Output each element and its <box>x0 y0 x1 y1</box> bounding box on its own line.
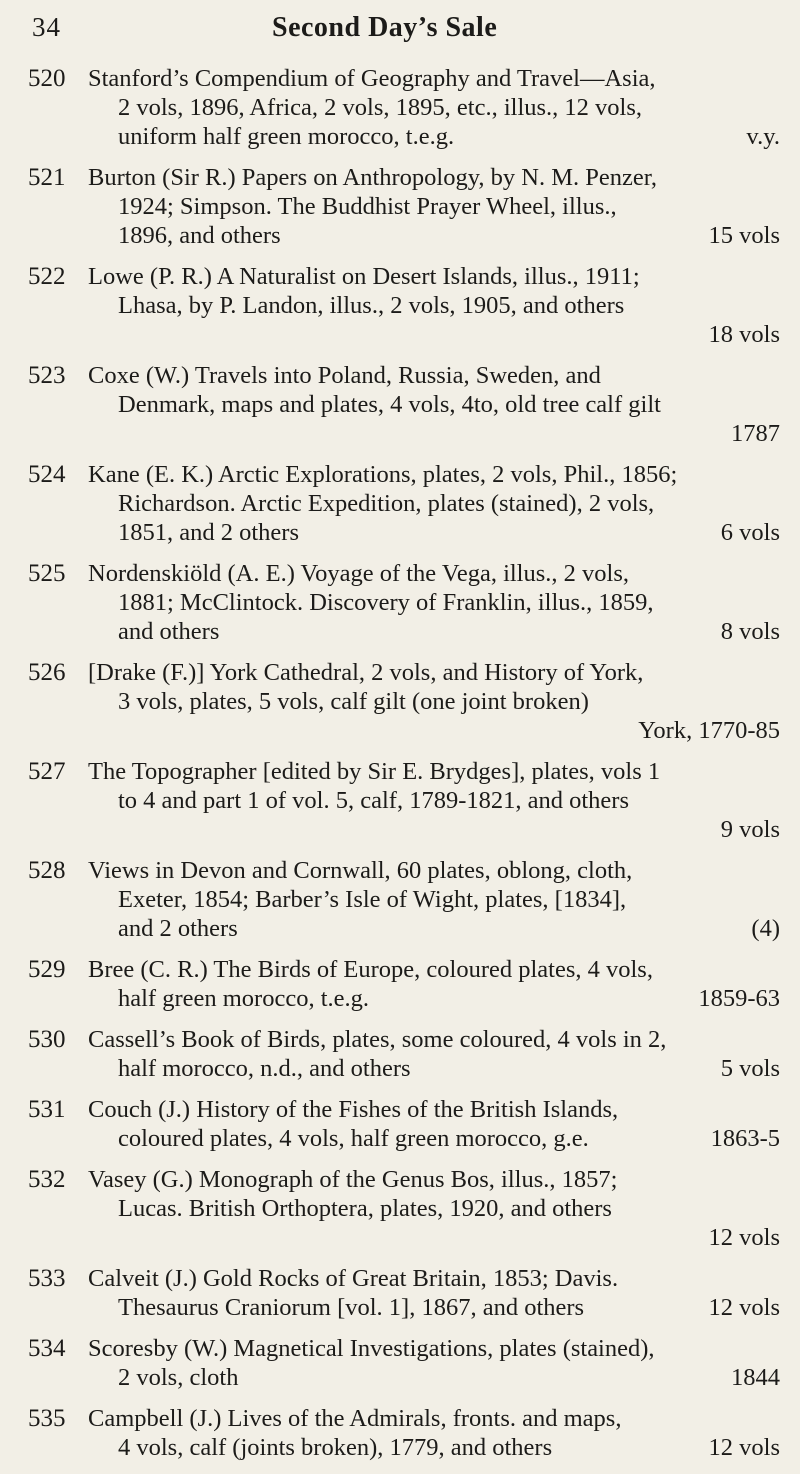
lot-entry <box>28 658 780 745</box>
lot-description <box>88 856 780 943</box>
lot-description <box>88 658 780 745</box>
lot-final-line <box>88 1054 780 1083</box>
lot-text-line: 1924; Simpson. The Buddhist Prayer Wheel, illus., <box>118 193 617 220</box>
lot-text-line: 3 vols, plates, 5 vols, calf gilt (one joint broken) <box>118 688 589 715</box>
lot-text-line: Nordenskiöld (A. E.) Voyage of the Vega, illus., 2 vols, <box>88 560 629 587</box>
lot-text-line: half green morocco, t.e.g. <box>118 985 370 1012</box>
lot-text-line: Denmark, maps and plates, 4 vols, 4to, old tree calf gilt <box>118 391 661 418</box>
lot-text-line: Lucas. British Orthoptera, plates, 1920, and others <box>118 1195 612 1222</box>
lot-text-line: half morocco, n.d., and others <box>118 1055 411 1082</box>
lot-entry <box>28 757 780 844</box>
lot-entry <box>28 1404 780 1462</box>
lot-number: 535 <box>28 1405 66 1432</box>
lot-quantity: 15 vols <box>708 222 780 249</box>
lot-quantity: 1787 <box>731 420 780 447</box>
lot-entry <box>28 1025 780 1083</box>
lot-entry <box>28 460 780 547</box>
lot-text-line: Richardson. Arctic Expedition, plates (stained), 2 vols, <box>118 490 655 517</box>
lot-quantity: v.y. <box>746 123 780 150</box>
lot-description <box>88 460 780 547</box>
lot-text-line: Exeter, 1854; Barber’s Isle of Wight, plates, [1834], <box>118 886 627 913</box>
lot-number: 526 <box>28 659 66 686</box>
lot-description <box>88 361 780 448</box>
lot-text-line: uniform half green morocco, t.e.g. <box>118 123 455 150</box>
lot-entry <box>28 361 780 448</box>
lot-quantity: 1844 <box>731 1364 780 1391</box>
lot-text-line: 1851, and 2 others <box>118 519 299 546</box>
lot-number: 521 <box>28 164 66 191</box>
lot-quantity: 18 vols <box>708 321 780 348</box>
lot-description <box>88 1165 780 1252</box>
lot-text-line: Vasey (G.) Monograph of the Genus Bos, illus., 1857; <box>88 1166 618 1193</box>
lot-description <box>88 757 780 844</box>
page-header <box>32 12 768 48</box>
lot-entry <box>28 64 780 151</box>
lot-number: 525 <box>28 560 66 587</box>
lot-quantity: 6 vols <box>720 519 780 546</box>
lot-final-line <box>88 122 780 151</box>
lot-description <box>88 163 780 250</box>
lot-quantity: 9 vols <box>720 816 780 843</box>
lot-text-line: 2 vols, cloth <box>118 1364 239 1391</box>
lot-description <box>88 559 780 646</box>
lot-final-line <box>88 984 780 1013</box>
lot-text-line: Lowe (P. R.) A Naturalist on Desert Islands, illus., 1911; <box>88 263 640 290</box>
lot-text-line: and others <box>118 618 220 645</box>
lot-text-line: Kane (E. K.) Arctic Explorations, plates, 2 vols, Phil., 1856; <box>88 461 678 488</box>
lot-final-line <box>88 1124 780 1153</box>
lot-number: 524 <box>28 461 66 488</box>
lot-quantity: (4) <box>751 915 780 942</box>
lot-number: 534 <box>28 1335 66 1362</box>
lot-text-line: 4 vols, calf (joints broken), 1779, and others <box>118 1434 553 1461</box>
lot-text-line: to 4 and part 1 of vol. 5, calf, 1789-1821, and others <box>118 787 629 814</box>
lot-quantity: York, 1770-85 <box>638 717 780 744</box>
lot-entry <box>28 163 780 250</box>
lot-number: 523 <box>28 362 66 389</box>
lot-quantity: 1863-5 <box>710 1125 780 1152</box>
lot-text-line: Stanford’s Compendium of Geography and Travel—Asia, <box>88 65 656 92</box>
lot-text-line: Couch (J.) History of the Fishes of the British Islands, <box>88 1096 619 1123</box>
lot-number: 532 <box>28 1166 66 1193</box>
lot-text-line: 1881; McClintock. Discovery of Franklin, illus., 1859, <box>118 589 654 616</box>
lot-quantity: 12 vols <box>708 1294 780 1321</box>
lot-quantity: 8 vols <box>720 618 780 645</box>
lot-text-line: Calveit (J.) Gold Rocks of Great Britain, 1853; Davis. <box>88 1265 619 1292</box>
lot-text-line: Scoresby (W.) Magnetical Investigations, plates (stained), <box>88 1335 655 1362</box>
lot-entry <box>28 1165 780 1252</box>
lot-entry <box>28 1264 780 1322</box>
lot-number: 530 <box>28 1026 66 1053</box>
lot-description <box>88 262 780 349</box>
lot-description <box>88 1025 780 1083</box>
lot-final-line <box>88 518 780 547</box>
lot-quantity: 12 vols <box>708 1434 780 1461</box>
lot-quantity: 12 vols <box>708 1224 780 1251</box>
lot-text-line: 1896, and others <box>118 222 281 249</box>
lot-entry <box>28 1334 780 1392</box>
lot-entry <box>28 262 780 349</box>
lot-text-line: Cassell’s Book of Birds, plates, some coloured, 4 vols in 2, <box>88 1026 667 1053</box>
lot-text-line: Bree (C. R.) The Birds of Europe, coloured plates, 4 vols, <box>88 956 653 983</box>
lot-entry <box>28 559 780 646</box>
lot-text-line: The Topographer [edited by Sir E. Brydges], plates, vols 1 <box>88 758 661 785</box>
lot-text-line: Campbell (J.) Lives of the Admirals, fronts. and maps, <box>88 1405 622 1432</box>
lot-description <box>88 1264 780 1322</box>
lot-description <box>88 955 780 1013</box>
page-number: 34 <box>32 12 61 42</box>
lot-entry <box>28 856 780 943</box>
lot-text-line: Views in Devon and Cornwall, 60 plates, oblong, cloth, <box>88 857 633 884</box>
lot-quantity: 1859-63 <box>698 985 780 1012</box>
lot-final-line <box>88 1433 780 1462</box>
lot-text-line: Thesaurus Craniorum [vol. 1], 1867, and others <box>118 1294 585 1321</box>
lot-number: 529 <box>28 956 66 983</box>
lot-number: 520 <box>28 65 66 92</box>
lot-description <box>88 1404 780 1462</box>
lot-description <box>88 1334 780 1392</box>
lot-entry <box>28 955 780 1013</box>
lot-text-line: and 2 others <box>118 915 238 942</box>
lot-number: 533 <box>28 1265 66 1292</box>
lot-text-line: coloured plates, 4 vols, half green morocco, g.e. <box>118 1125 589 1152</box>
lot-final-line <box>88 221 780 250</box>
lot-description <box>88 64 780 151</box>
lot-final-line <box>88 1293 780 1322</box>
lot-final-line <box>88 1363 780 1392</box>
lot-final-line <box>88 617 780 646</box>
running-title: Second Day’s Sale <box>272 12 498 43</box>
lot-text-line: 2 vols, 1896, Africa, 2 vols, 1895, etc., illus., 12 vols, <box>118 94 642 121</box>
lot-description <box>88 1095 780 1153</box>
lot-final-line <box>88 914 780 943</box>
lot-number: 528 <box>28 857 66 884</box>
lot-text-line: Burton (Sir R.) Papers on Anthropology, by N. M. Penzer, <box>88 164 658 191</box>
lot-number: 531 <box>28 1096 66 1123</box>
lot-text-line: Lhasa, by P. Landon, illus., 2 vols, 1905, and others <box>118 292 625 319</box>
lot-list <box>28 64 780 1474</box>
lot-quantity: 5 vols <box>720 1055 780 1082</box>
lot-number: 522 <box>28 263 66 290</box>
lot-text-line: Coxe (W.) Travels into Poland, Russia, Sweden, and <box>88 362 601 389</box>
lot-number: 527 <box>28 758 66 785</box>
lot-entry <box>28 1095 780 1153</box>
lot-text-line: [Drake (F.)] York Cathedral, 2 vols, and History of York, <box>88 659 644 686</box>
